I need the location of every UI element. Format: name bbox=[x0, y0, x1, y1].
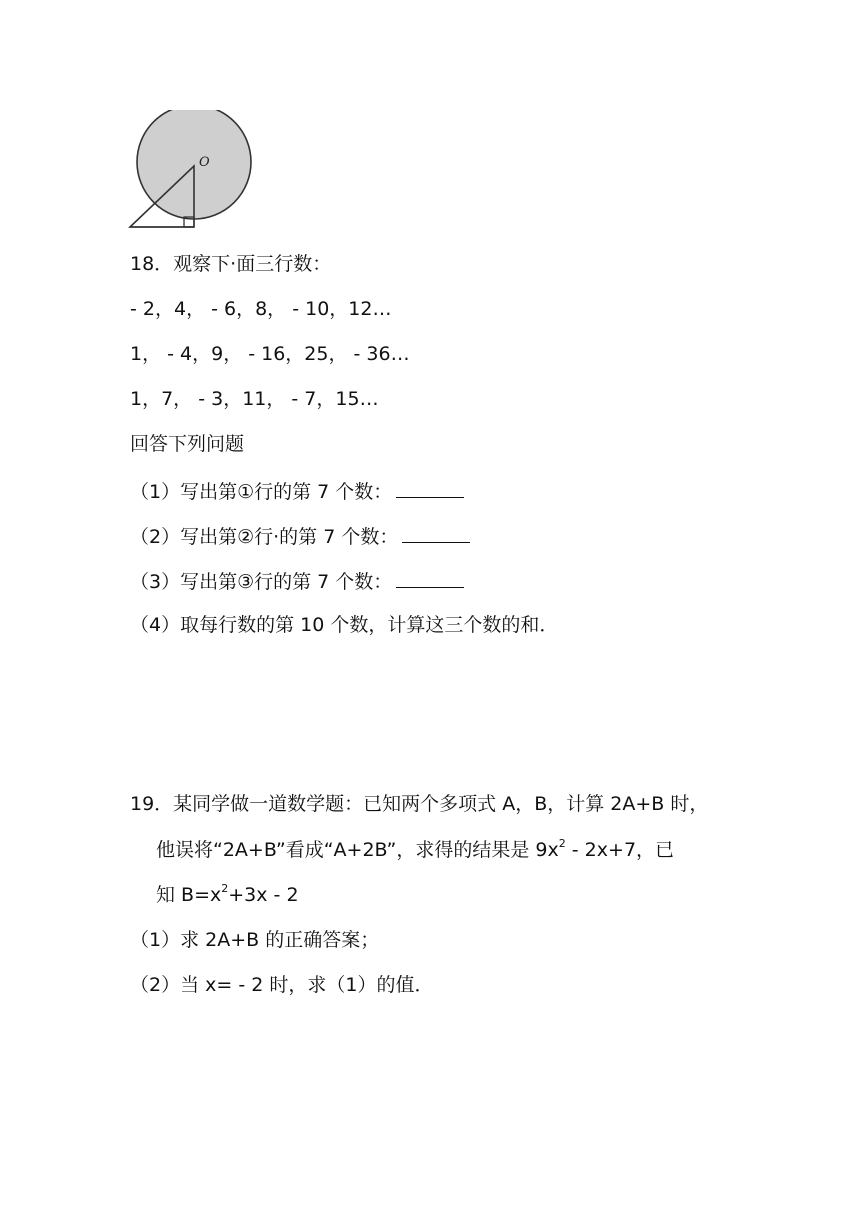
q19-part-1: （1）求 2A+B 的正确答案； bbox=[130, 929, 380, 951]
q18-part-2-text: （2）写出第②行‧的第 7 个数： bbox=[130, 526, 399, 548]
q19-line-2 bbox=[156, 837, 674, 863]
q18-part-3-text: （3）写出第③行的第 7 个数： bbox=[130, 571, 393, 593]
q18-title: 18．观察下‧面三行数： bbox=[130, 253, 332, 275]
q18-prompt: 回答下列问题 bbox=[130, 433, 245, 455]
q19-line-2-a: 他误将“2A+B”看成“A+2B”，求得的结果是 9x bbox=[156, 839, 559, 861]
q19-line-1: 19．某同学做一道数学题：已知两个多项式 A，B，计算 2A+B 时， bbox=[130, 793, 709, 815]
q18-part-3 bbox=[130, 567, 464, 595]
answer-blank-1 bbox=[396, 477, 464, 498]
q18-row-1: - 2，4， - 6，8， - 10，12… bbox=[130, 298, 392, 320]
q18-part-2 bbox=[130, 522, 470, 550]
q19-exponent-1: 2 bbox=[558, 837, 566, 850]
q18-part-1 bbox=[130, 477, 464, 505]
q18-part-1-text: （1）写出第①行的第 7 个数： bbox=[130, 481, 393, 503]
answer-blank-2 bbox=[402, 522, 470, 543]
q19-line-3-b: +3x - 2 bbox=[228, 884, 299, 906]
circle-triangle-figure bbox=[128, 110, 258, 232]
answer-blank-3 bbox=[396, 567, 464, 588]
q19-line-3 bbox=[156, 882, 299, 908]
q18-row-2: 1， - 4，9， - 16，25， - 36… bbox=[130, 343, 410, 365]
q19-part-2: （2）当 x= - 2 时，求（1）的值． bbox=[130, 974, 434, 996]
q19-line-2-b: - 2x+7，已 bbox=[565, 839, 675, 861]
center-label: O bbox=[199, 155, 210, 170]
q19-exponent-2: 2 bbox=[221, 882, 229, 895]
q18-row-3: 1，7， - 3，11， - 7，15… bbox=[130, 388, 379, 410]
q18-part-4: （4）取每行数的第 10 个数，计算这三个数的和． bbox=[130, 614, 559, 636]
q19-line-3-a: 知 B=x bbox=[156, 884, 222, 906]
